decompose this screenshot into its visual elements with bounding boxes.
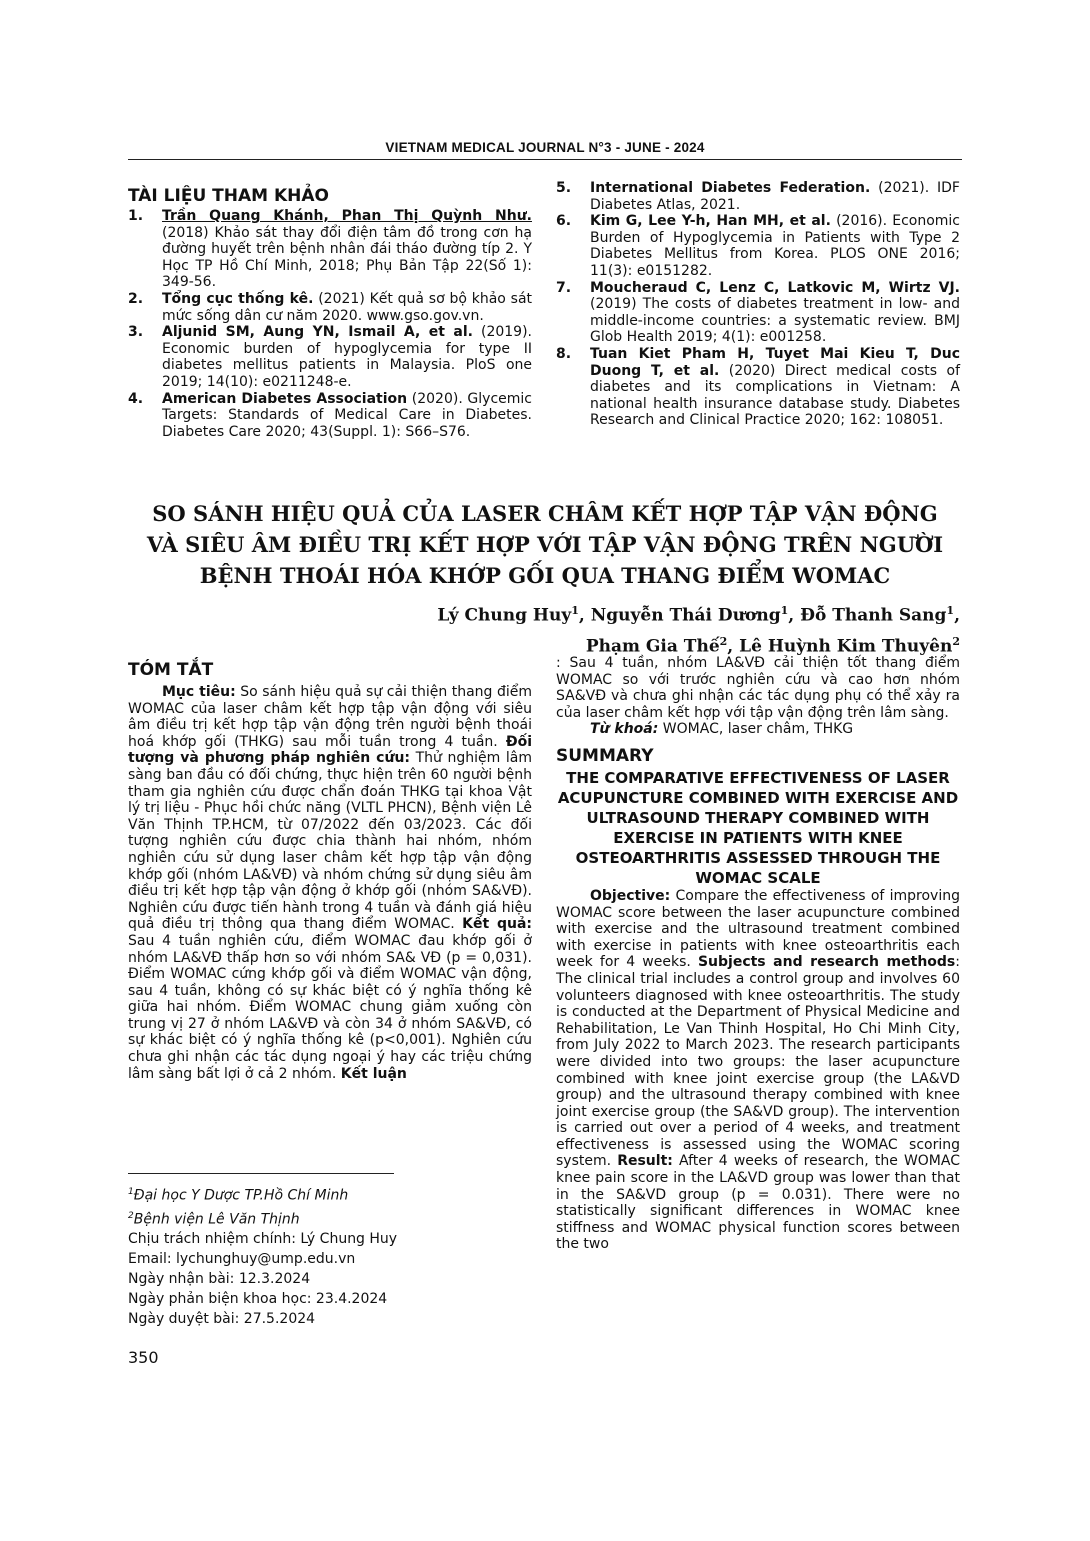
abstract-vi-column	[128, 660, 532, 1082]
article-title	[128, 498, 962, 591]
reference-text: (2020) Direct medical costs of diabetes and its complications in Vietnam: A national health insurance database study. Diabetes Research and Clinical Practice 2020; 162: 108051.	[590, 362, 960, 429]
affiliation-text: Bệnh viện Lê Văn Thịnh	[133, 1211, 300, 1228]
reference-item	[128, 324, 532, 390]
email: Email: lychunghuy@ump.edu.vn	[128, 1251, 356, 1268]
affiliation-1	[128, 1182, 532, 1206]
affiliation-2	[128, 1206, 532, 1230]
author-line	[360, 598, 960, 629]
reference-number: 5.	[556, 180, 572, 196]
reference-item	[556, 280, 960, 346]
reviewed-date: Ngày phản biện khoa học: 23.4.2024	[128, 1291, 388, 1308]
reference-authors: International Diabetes Federation.	[590, 180, 871, 196]
affiliation-text: Đại học Y Dược TP.Hồ Chí Minh	[133, 1187, 349, 1204]
reference-item	[556, 213, 960, 279]
author-affiliation-mark: 1	[946, 604, 955, 617]
reference-authors: Kim G, Lee Y-h, Han MH, et al.	[590, 213, 831, 230]
reference-text: (2021) Kết quả sơ bộ khảo sát mức sống dân cư năm 2020. www.gso.gov.vn.	[162, 290, 533, 324]
reference-item	[128, 208, 532, 291]
reference-text: (2018) Khảo sát thay đổi điện tâm đồ trong cơn hạ đường huyết trên bệnh nhân đái tháo đường típ 2. Y Học TP Hồ Chí Minh, 2018; Phụ Bản Tập 22(Số 1): 349-56.	[162, 224, 532, 291]
reference-item	[128, 391, 532, 441]
references-right-column	[556, 180, 960, 429]
reference-authors: Tổng cục thống kê.	[162, 290, 314, 307]
reference-text: (2020). Glycemic Targets: Standards of Medical Care in Diabetes. Diabetes Care 2020; 43(Suppl. 1): S66–S76.	[162, 390, 532, 440]
summary-objective-label: Objective:	[590, 887, 671, 904]
reference-item	[556, 180, 960, 213]
reference-number: 7.	[556, 279, 572, 296]
author-separator: ,	[578, 605, 591, 626]
corresponding-author: Chịu trách nhiệm chính: Lý Chung Huy	[128, 1231, 398, 1248]
reference-text: (2016). Economic Burden of Hypoglycemia in Patients with Type 2 Diabetes Mellitus from Korea. PLOS ONE 2016; 11(3): e0151282.	[590, 213, 960, 279]
reference-item	[128, 291, 532, 324]
abstract-vi-paragraph	[128, 684, 532, 1082]
conclusion-label: Kết luận	[340, 1065, 407, 1082]
reference-number: 8.	[556, 345, 572, 362]
author-separator: ,	[788, 605, 801, 626]
author-name: Nguyễn Thái Dương	[590, 605, 781, 626]
summary-heading: SUMMARY	[556, 745, 654, 766]
summary-paragraph	[556, 888, 960, 1253]
page-number: 350	[128, 1348, 159, 1367]
keywords-text: WOMAC, laser châm, THKG	[658, 721, 854, 738]
affiliation-mark: 1	[128, 1187, 134, 1197]
title-line: VÀ SIÊU ÂM ĐIỀU TRỊ KẾT HỢP VỚI TẬP VẬN ĐỘNG TRÊN NGƯỜI	[146, 532, 944, 557]
journal-header: VIETNAM MEDICAL JOURNAL N°3 - JUNE - 2024	[128, 140, 962, 160]
title-line: SO SÁNH HIỆU QUẢ CỦA LASER CHÂM KẾT HỢP TẬP VẬN ĐỘNG	[152, 501, 938, 526]
author-name: Đỗ Thanh Sang	[800, 605, 947, 626]
summary-title: THE COMPARATIVE EFFECTIVENESS OF LASER ACUPUNCTURE COMBINED WITH EXERCISE AND ULTRASOUND THERAPY COMBINED WITH EXERCISE IN PATIENTS WITH KNEE OSTEOARTHRITIS ASSESSED THROUGH THE WOMAC SCALE	[557, 768, 959, 887]
references-heading: TÀI LIỆU THAM KHẢO	[128, 186, 329, 206]
reference-authors: Aljunid SM, Aung YN, Ismail A, et al.	[162, 324, 473, 341]
author-name: Lê Huỳnh Kim Thuyên	[739, 636, 953, 657]
author-separator: ,	[954, 605, 960, 626]
summary-objective-text: Compare the effectiveness of improving WOMAC score between the laser acupuncture combined with exercise and the ultrasound treatment combined with exercise in patients with knee osteoarthritis each week for 4 weeks.	[556, 887, 960, 971]
methods-label: Đối tượng và phương pháp nghiên cứu:	[128, 733, 532, 767]
reference-number: 1.	[128, 208, 144, 224]
objective-text: So sánh hiệu quả sự cải thiện thang điểm WOMAC của laser châm kết hợp tập vận động với siêu âm điều trị kết hợp tập vận động trên người bệnh thoái hoá khớp gối (THKG) sau mỗi tuần trong 4 tuần.	[128, 684, 533, 750]
objective-label: Mục tiêu:	[162, 684, 236, 700]
reference-authors: Tuan Kiet Pham H, Tuyet Mai Kieu T, Duc Duong T, et al.	[590, 345, 960, 379]
reference-number: 3.	[128, 324, 144, 341]
keywords-label: Từ khoá:	[590, 721, 659, 738]
summary-column	[556, 655, 960, 1253]
keywords-paragraph	[556, 721, 960, 738]
reference-number: 4.	[128, 390, 144, 407]
reference-number: 6.	[556, 213, 572, 230]
summary-methods-label: Subjects and research methods	[697, 954, 956, 971]
author-affiliation-mark: 2	[952, 634, 960, 648]
results-text: Sau 4 tuần nghiên cứu, điểm WOMAC đau khớp gối ở nhóm LA&VĐ thấp hơn so với nhóm SA& VĐ (p = 0,031). Điểm WOMAC cứng khớp gối và điểm WOMAC vận động, sau 4 tuần, không có sự khác biệt có ý nghĩa thống kê giữa hai nhóm. Điểm WOMAC chung giảm xuống còn trung vị 27 ở nhóm LA&VĐ và còn 34 ở nhóm SA&VĐ, có sự khác biệt có ý nghĩa thống kê (p<0,001). Nghiên cứu chưa ghi nhận các tác dụng ngoại ý hay các triệu chứng lâm sàng bất lợi ở cả 2 nhóm.	[128, 932, 532, 1082]
conclusion-text: : Sau 4 tuần, nhóm LA&VĐ cải thiện tốt thang điểm WOMAC so với trước nghiên cứu và cao hơn nhóm SA&VĐ và chưa ghi nhận các tác dụng phụ có thể xảy ra của laser châm kết hợp với tập vận động trên lâm sàng.	[556, 655, 960, 721]
reference-item	[556, 346, 960, 429]
summary-result-text: After 4 weeks of research, the WOMAC knee pain score in the LA&VD group was lower than that in the SA&VD group (p = 0.031). There were no statistically significant differences in WOMAC knee stiffness and WOMAC physical function scores between the two	[556, 1153, 960, 1253]
author-name: Lý Chung Huy	[437, 605, 572, 626]
reference-authors: American Diabetes Association	[162, 390, 408, 407]
reference-text: (2021). IDF Diabetes Atlas, 2021.	[590, 180, 960, 213]
abstract-vi-heading: TÓM TẮT	[128, 660, 214, 680]
author-name: Phạm Gia Thế	[585, 636, 720, 657]
author-affiliation-mark: 2	[719, 634, 728, 648]
received-date: Ngày nhận bài: 12.3.2024	[128, 1271, 311, 1288]
reference-authors: Trần Quang Khánh, Phan Thị Quỳnh Như.	[162, 208, 532, 224]
summary-result-label: Result:	[617, 1153, 673, 1170]
accepted-date: Ngày duyệt bài: 27.5.2024	[128, 1311, 316, 1328]
author-affiliation-mark: 1	[780, 604, 789, 617]
reference-number: 2.	[128, 290, 144, 307]
author-affiliation-mark: 1	[571, 604, 579, 617]
reference-text: (2019) The costs of diabetes treatment in low- and middle-income countries: a systematic review. BMJ Glob Health 2019; 4(1): e001258.	[590, 296, 960, 346]
reference-authors: Moucheraud C, Lenz C, Latkovic M, Wirtz VJ.	[590, 279, 960, 296]
references-left-column	[128, 186, 532, 440]
summary-methods-text: : The clinical trial includes a control group and involves 60 volunteers diagnosed with knee osteoarthritis. The study is conducted at the Department of Physical Medicine and Rehabilitation, Le Van Thinh Hospital, Ho Chi Minh City, from July 2022 to March 2023. The research participants were divided into two groups: the laser acupuncture combined with knee joint exercise group (the LA&VD group) and the ultrasound therapy combined with knee joint exercise group (the SA&VD group). The intervention is carried out over a period of 4 weeks, and treatment effectiveness is assessed using the WOMAC scoring system.	[556, 954, 960, 1170]
affiliation-mark: 2	[128, 1210, 134, 1221]
methods-text: Thử nghiệm lâm sàng ban đầu có đối chứng, thực hiện trên 60 người bệnh tham gia nghiên cứu được chẩn đoán THKG tại khoa Vật lý trị liệu - Phục hồi chức năng (VLTL PHCN), Bệnh viện Lê Văn Thịnh TP.HCM, từ 07/2022 đến 03/2023. Các đối tượng nghiên cứu được chia thành hai nhóm, nhóm nghiên cứu sử dụng laser châm kết hợp tập vận động khớp gối (nhóm LA&VĐ) và nhóm chứng sử dụng siêu âm điều trị kết hợp tập vận động ở khớp gối (nhóm SA&VĐ). Nghiên cứu được tiến hành trong 4 tuần và đánh giá hiệu quả điều trị thông qua thang điểm WOMAC.	[128, 750, 533, 933]
results-label: Kết quả:	[462, 916, 532, 933]
author-list	[360, 598, 960, 659]
title-line: BỆNH THOÁI HÓA KHỚP GỐI QUA THANG ĐIỂM WOMAC	[199, 563, 891, 588]
author-separator: ,	[727, 636, 740, 657]
reference-text: (2019). Economic burden of hypoglycemia for type II diabetes mellitus patients in Malaysia. PloS one 2019; 14(10): e0211248-e.	[162, 324, 532, 390]
footnote-divider	[128, 1173, 394, 1174]
footnotes	[128, 1182, 532, 1329]
